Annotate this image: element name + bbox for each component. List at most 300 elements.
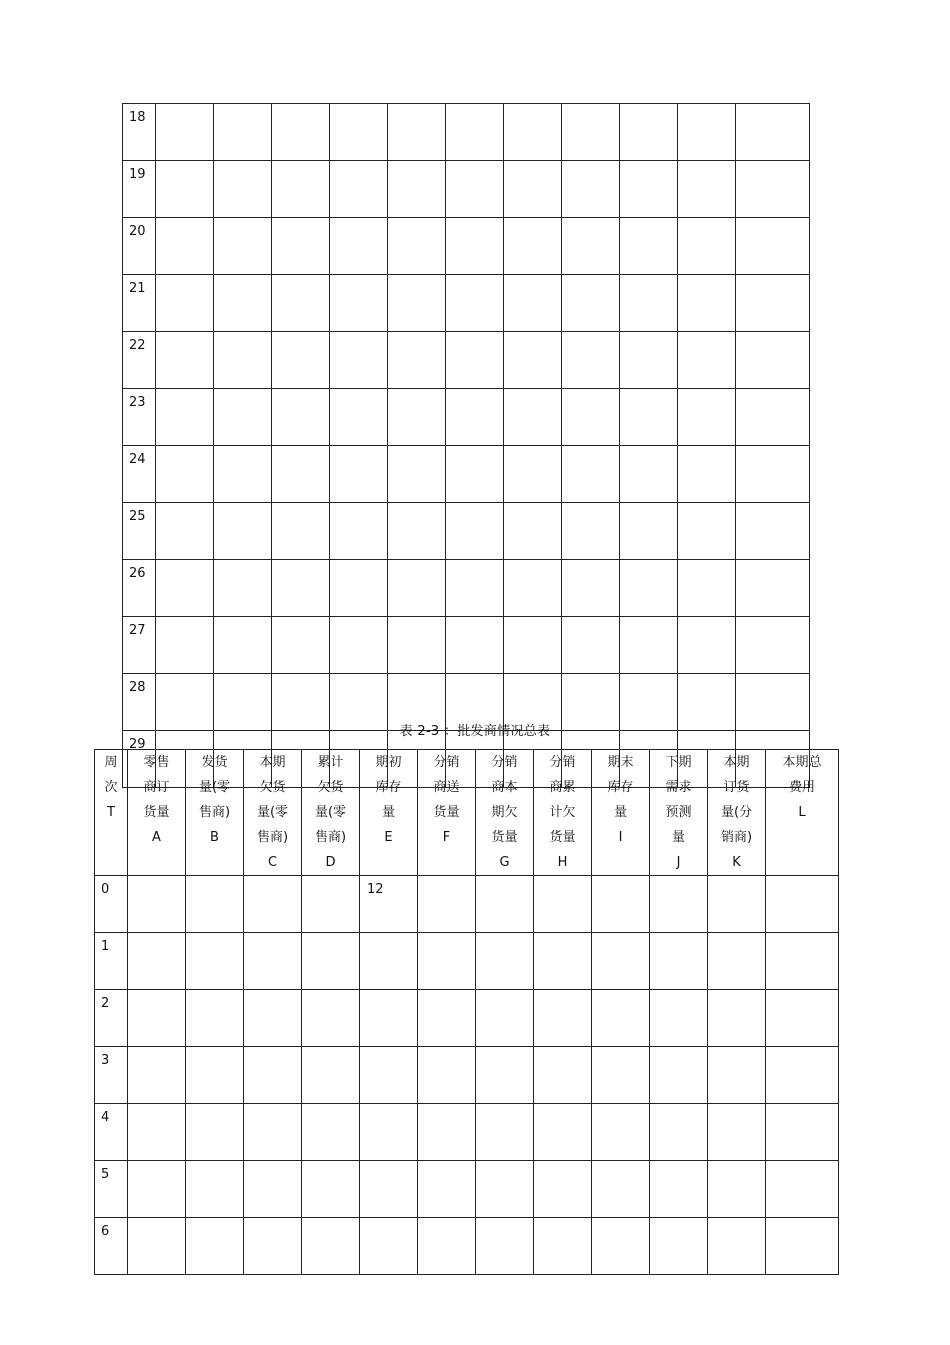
empty-cell <box>766 876 839 933</box>
column-header-line: L <box>798 805 806 820</box>
empty-cell <box>214 332 272 389</box>
empty-cell <box>244 1218 302 1275</box>
empty-cell <box>620 560 678 617</box>
column-header-line: D <box>325 855 336 870</box>
empty-cell <box>388 104 446 161</box>
empty-cell <box>592 990 650 1047</box>
empty-cell <box>360 1218 418 1275</box>
empty-cell <box>708 990 766 1047</box>
empty-cell <box>678 161 736 218</box>
empty-cell <box>128 990 186 1047</box>
empty-cell <box>534 933 592 990</box>
column-header <box>476 750 534 876</box>
empty-cell <box>330 446 388 503</box>
empty-cell <box>272 275 330 332</box>
column-header-line: 量(零 <box>256 805 289 820</box>
empty-cell <box>736 560 810 617</box>
empty-cell <box>708 1218 766 1275</box>
column-header-line: 发货 <box>201 755 228 770</box>
empty-cell <box>620 332 678 389</box>
empty-cell <box>388 560 446 617</box>
column-header-line: 预测 <box>665 805 692 820</box>
empty-cell <box>156 104 214 161</box>
empty-cell <box>476 1104 534 1161</box>
empty-cell <box>678 218 736 275</box>
empty-cell <box>214 275 272 332</box>
opening-inventory-cell: 12 <box>360 876 418 933</box>
empty-cell <box>476 1218 534 1275</box>
empty-cell <box>214 617 272 674</box>
empty-cell <box>766 990 839 1047</box>
empty-cell <box>388 275 446 332</box>
table-caption: 表 2-3 ：批发商情况总表 <box>399 724 551 739</box>
column-header-line: 库存 <box>375 780 402 795</box>
week-number-cell: 4 <box>95 1104 128 1161</box>
empty-cell <box>360 933 418 990</box>
column-header <box>244 750 302 876</box>
column-header-line: 货量 <box>433 805 460 820</box>
empty-cell <box>534 1161 592 1218</box>
empty-cell <box>504 161 562 218</box>
week-number-cell: 5 <box>95 1161 128 1218</box>
empty-cell <box>214 218 272 275</box>
empty-cell <box>330 275 388 332</box>
empty-cell <box>678 389 736 446</box>
empty-cell <box>156 218 214 275</box>
week-number-cell: 29 <box>123 731 156 788</box>
empty-cell <box>708 876 766 933</box>
column-header <box>592 750 650 876</box>
empty-cell <box>418 1104 476 1161</box>
empty-cell <box>534 1104 592 1161</box>
empty-cell <box>388 218 446 275</box>
empty-cell <box>736 161 810 218</box>
column-header-line: 累计 <box>317 755 344 770</box>
empty-cell <box>388 332 446 389</box>
empty-cell <box>128 1104 186 1161</box>
empty-cell <box>504 332 562 389</box>
empty-cell <box>186 1161 244 1218</box>
empty-cell <box>272 218 330 275</box>
empty-cell <box>388 161 446 218</box>
empty-cell <box>156 161 214 218</box>
column-header-line: 欠货 <box>317 780 344 795</box>
week-number-cell: 25 <box>123 503 156 560</box>
column-header <box>650 750 708 876</box>
empty-cell <box>272 617 330 674</box>
column-header-line: 量(零 <box>198 780 231 795</box>
empty-cell <box>330 617 388 674</box>
column-header-line: 商累 <box>549 780 576 795</box>
empty-cell <box>592 933 650 990</box>
empty-cell <box>156 332 214 389</box>
week-number-cell: 0 <box>95 876 128 933</box>
empty-cell <box>562 332 620 389</box>
empty-cell <box>128 1161 186 1218</box>
empty-cell <box>244 990 302 1047</box>
empty-cell <box>214 560 272 617</box>
week-number-cell: 28 <box>123 674 156 731</box>
column-header-line: 本期 <box>259 755 286 770</box>
empty-cell <box>418 1218 476 1275</box>
column-header-line: 费用 <box>788 780 815 795</box>
empty-cell <box>562 104 620 161</box>
column-header-line: 量 <box>381 805 395 820</box>
column-header-line: F <box>442 830 451 845</box>
empty-cell <box>244 876 302 933</box>
empty-cell <box>708 1161 766 1218</box>
column-header-line: 需求 <box>665 780 692 795</box>
column-header-line: 订货 <box>723 780 750 795</box>
empty-cell <box>446 218 504 275</box>
week-number-cell: 22 <box>123 332 156 389</box>
empty-cell <box>766 1047 839 1104</box>
empty-cell <box>156 275 214 332</box>
column-header-line: K <box>732 855 741 870</box>
empty-cell <box>360 990 418 1047</box>
empty-cell <box>504 503 562 560</box>
table-row <box>123 389 810 446</box>
column-header <box>186 750 244 876</box>
empty-cell <box>302 1218 360 1275</box>
empty-cell <box>678 446 736 503</box>
column-header-line: 量 <box>613 805 627 820</box>
empty-cell <box>620 446 678 503</box>
column-header-line: 量(零 <box>314 805 347 820</box>
wholesaler-summary-table <box>94 749 839 1275</box>
empty-cell <box>272 560 330 617</box>
column-header <box>128 750 186 876</box>
empty-cell <box>476 1161 534 1218</box>
column-header-line: 货量 <box>491 830 518 845</box>
column-header <box>302 750 360 876</box>
empty-cell <box>620 218 678 275</box>
empty-cell <box>388 503 446 560</box>
column-header-line: 期初 <box>375 755 402 770</box>
empty-cell <box>766 933 839 990</box>
empty-cell <box>418 876 476 933</box>
empty-cell <box>244 1047 302 1104</box>
table-row <box>123 275 810 332</box>
empty-cell <box>736 389 810 446</box>
empty-cell <box>736 617 810 674</box>
empty-cell <box>678 617 736 674</box>
empty-cell <box>186 933 244 990</box>
empty-cell <box>534 1047 592 1104</box>
empty-cell <box>272 161 330 218</box>
empty-cell <box>446 275 504 332</box>
column-header-line: 售商) <box>314 830 347 845</box>
empty-cell <box>214 446 272 503</box>
empty-cell <box>388 389 446 446</box>
empty-cell <box>620 389 678 446</box>
empty-cell <box>476 1047 534 1104</box>
column-header-line: J <box>676 855 681 870</box>
column-header-line: C <box>267 855 278 870</box>
empty-cell <box>504 617 562 674</box>
column-header-line: 商订 <box>143 780 170 795</box>
table-row <box>123 161 810 218</box>
empty-cell <box>446 104 504 161</box>
table-row <box>123 218 810 275</box>
empty-cell <box>446 560 504 617</box>
column-header-line: A <box>152 830 161 845</box>
empty-cell <box>214 161 272 218</box>
empty-cell <box>736 446 810 503</box>
week-number-cell: 2 <box>95 990 128 1047</box>
empty-cell <box>650 1161 708 1218</box>
empty-cell <box>592 1218 650 1275</box>
empty-cell <box>186 876 244 933</box>
empty-cell <box>562 560 620 617</box>
column-header-line: 售商) <box>256 830 289 845</box>
table-row <box>123 503 810 560</box>
table-row <box>95 876 839 933</box>
empty-cell <box>446 161 504 218</box>
column-header <box>360 750 418 876</box>
empty-cell <box>360 1047 418 1104</box>
empty-cell <box>156 560 214 617</box>
empty-cell <box>128 876 186 933</box>
empty-cell <box>330 503 388 560</box>
empty-cell <box>620 104 678 161</box>
empty-cell <box>476 933 534 990</box>
column-header-line: 本期总 <box>782 755 822 770</box>
empty-cell <box>766 1218 839 1275</box>
empty-cell <box>504 389 562 446</box>
column-header-line: 计欠 <box>549 805 576 820</box>
column-header <box>708 750 766 876</box>
empty-cell <box>534 990 592 1047</box>
column-header-line: 货量 <box>549 830 576 845</box>
empty-cell <box>592 1161 650 1218</box>
week-number-cell: 3 <box>95 1047 128 1104</box>
column-header-line: 销商) <box>720 830 753 845</box>
empty-cell <box>128 1218 186 1275</box>
column-header-line: 商本 <box>491 780 518 795</box>
column-header <box>418 750 476 876</box>
empty-cell <box>186 1104 244 1161</box>
week-number-cell: 20 <box>123 218 156 275</box>
week-number-cell: 24 <box>123 446 156 503</box>
empty-cell <box>592 876 650 933</box>
empty-cell <box>736 332 810 389</box>
week-number-cell: 1 <box>95 933 128 990</box>
empty-cell <box>214 104 272 161</box>
empty-cell <box>186 1047 244 1104</box>
header-row <box>95 750 839 876</box>
column-header-line: 欠货 <box>259 780 286 795</box>
empty-cell <box>736 503 810 560</box>
empty-cell <box>534 876 592 933</box>
empty-cell <box>446 446 504 503</box>
empty-cell <box>620 275 678 332</box>
retailer-table-continuation <box>122 103 810 788</box>
empty-cell <box>766 1104 839 1161</box>
empty-cell <box>330 218 388 275</box>
empty-cell <box>330 161 388 218</box>
column-header-line: 量 <box>671 830 685 845</box>
empty-cell <box>156 503 214 560</box>
column-header-line: T <box>107 805 115 820</box>
empty-cell <box>244 1161 302 1218</box>
column-header-line: I <box>618 830 623 845</box>
column-header-line: 商送 <box>433 780 460 795</box>
empty-cell <box>650 933 708 990</box>
empty-cell <box>418 1161 476 1218</box>
empty-cell <box>272 332 330 389</box>
empty-cell <box>504 104 562 161</box>
empty-cell <box>650 990 708 1047</box>
column-header-line: 本期 <box>723 755 750 770</box>
empty-cell <box>330 332 388 389</box>
empty-cell <box>562 218 620 275</box>
empty-cell <box>186 1218 244 1275</box>
empty-cell <box>476 876 534 933</box>
column-header-line: 次 <box>104 780 118 795</box>
table-row <box>123 332 810 389</box>
column-header-line: 分销 <box>433 755 460 770</box>
empty-cell <box>736 275 810 332</box>
empty-cell <box>418 1047 476 1104</box>
empty-cell <box>592 1104 650 1161</box>
empty-cell <box>330 104 388 161</box>
empty-cell <box>620 503 678 560</box>
empty-cell <box>562 446 620 503</box>
column-header-line: 量(分 <box>720 805 753 820</box>
empty-cell <box>302 1104 360 1161</box>
empty-cell <box>476 990 534 1047</box>
empty-cell <box>504 446 562 503</box>
empty-cell <box>678 275 736 332</box>
empty-cell <box>388 446 446 503</box>
column-header-line: H <box>557 855 568 870</box>
empty-cell <box>360 1161 418 1218</box>
empty-cell <box>128 933 186 990</box>
column-header-line: E <box>384 830 393 845</box>
empty-cell <box>708 1047 766 1104</box>
empty-cell <box>562 161 620 218</box>
empty-cell <box>562 617 620 674</box>
table-row <box>95 1161 839 1218</box>
empty-cell <box>156 389 214 446</box>
week-number-cell: 21 <box>123 275 156 332</box>
table-row <box>95 990 839 1047</box>
empty-cell <box>272 389 330 446</box>
empty-cell <box>214 503 272 560</box>
empty-cell <box>708 1104 766 1161</box>
empty-cell <box>678 104 736 161</box>
empty-cell <box>446 503 504 560</box>
table-row <box>95 1104 839 1161</box>
empty-cell <box>736 104 810 161</box>
week-number-cell: 6 <box>95 1218 128 1275</box>
empty-cell <box>330 560 388 617</box>
column-header <box>95 750 128 876</box>
empty-cell <box>272 104 330 161</box>
empty-cell <box>302 876 360 933</box>
empty-cell <box>302 990 360 1047</box>
table-row <box>95 1218 839 1275</box>
column-header-line: 期末 <box>607 755 634 770</box>
empty-cell <box>650 1047 708 1104</box>
empty-cell <box>504 218 562 275</box>
column-header-line: 库存 <box>607 780 634 795</box>
empty-cell <box>418 990 476 1047</box>
empty-cell <box>678 560 736 617</box>
column-header-line: 期欠 <box>491 805 518 820</box>
column-header <box>534 750 592 876</box>
empty-cell <box>650 1104 708 1161</box>
table-row <box>95 933 839 990</box>
empty-cell <box>272 503 330 560</box>
table-row <box>123 560 810 617</box>
empty-cell <box>504 560 562 617</box>
column-header <box>766 750 839 876</box>
column-header-line: 货量 <box>143 805 170 820</box>
column-header-line: 周 <box>104 755 118 770</box>
empty-cell <box>302 1047 360 1104</box>
empty-cell <box>562 503 620 560</box>
empty-cell <box>678 332 736 389</box>
empty-cell <box>330 389 388 446</box>
column-header-line: 零售 <box>143 755 170 770</box>
empty-cell <box>272 446 330 503</box>
column-header-line: G <box>499 855 510 870</box>
empty-cell <box>650 876 708 933</box>
week-number-cell: 26 <box>123 560 156 617</box>
empty-cell <box>446 332 504 389</box>
empty-cell <box>534 1218 592 1275</box>
column-header-line: 下期 <box>665 755 692 770</box>
empty-cell <box>562 275 620 332</box>
empty-cell <box>504 275 562 332</box>
column-header-line: 售商) <box>198 805 231 820</box>
empty-cell <box>244 1104 302 1161</box>
empty-cell <box>186 990 244 1047</box>
empty-cell <box>620 617 678 674</box>
empty-cell <box>156 617 214 674</box>
empty-cell <box>302 1161 360 1218</box>
empty-cell <box>620 161 678 218</box>
empty-cell <box>388 617 446 674</box>
empty-cell <box>678 503 736 560</box>
empty-cell <box>766 1161 839 1218</box>
week-number-cell: 27 <box>123 617 156 674</box>
empty-cell <box>360 1104 418 1161</box>
empty-cell <box>156 446 214 503</box>
empty-cell <box>244 933 302 990</box>
empty-cell <box>650 1218 708 1275</box>
week-number-cell: 18 <box>123 104 156 161</box>
week-number-cell: 19 <box>123 161 156 218</box>
column-header-line: B <box>210 830 219 845</box>
column-header-line: 分销 <box>549 755 576 770</box>
table-row <box>123 617 810 674</box>
table-row <box>123 446 810 503</box>
empty-cell <box>214 389 272 446</box>
empty-cell <box>446 389 504 446</box>
empty-cell <box>592 1047 650 1104</box>
empty-cell <box>708 933 766 990</box>
empty-cell <box>562 389 620 446</box>
table-row <box>95 1047 839 1104</box>
empty-cell <box>128 1047 186 1104</box>
week-number-cell: 23 <box>123 389 156 446</box>
empty-cell <box>446 617 504 674</box>
empty-cell <box>302 933 360 990</box>
empty-cell <box>418 933 476 990</box>
